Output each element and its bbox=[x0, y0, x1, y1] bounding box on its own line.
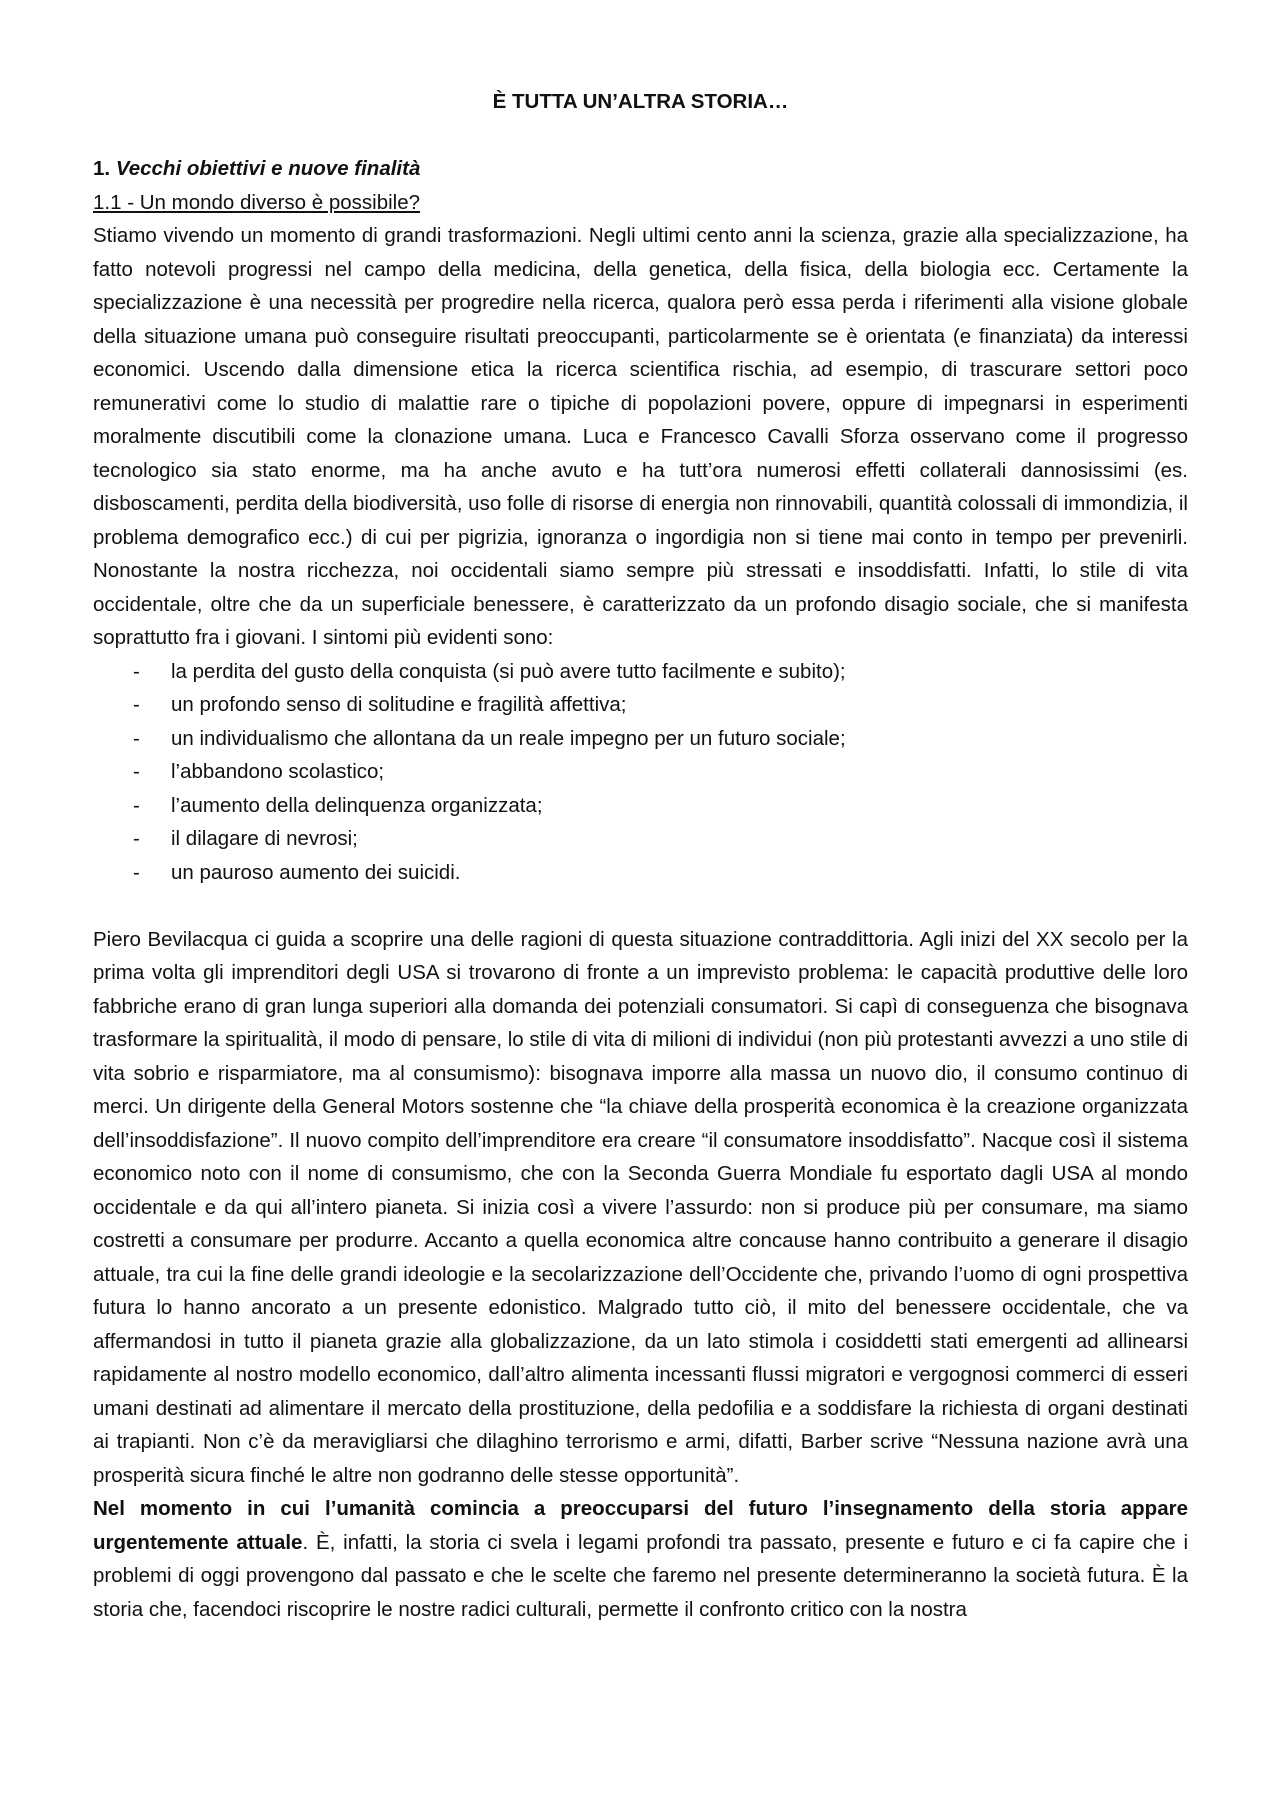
list-item: - un pauroso aumento dei suicidi. bbox=[133, 856, 1188, 890]
paragraph-2: Piero Bevilacqua ci guida a scoprire una delle ragioni di questa situazione contraddittoria. Agli inizi del XX secolo per la prima volta gli imprenditori degli USA si trovarono di fronte a un imprevisto problema: le capacità produttive delle loro fabbriche erano di gran lunga superiori alla domanda dei potenziali consumatori. Si capì di conseguenza che bisognava trasformare la spiritualità, il modo di pensare, lo stile di vita di milioni di individui (non più protestanti avvezzi a uno stile di vita sobrio e risparmiatore, ma al consumismo): bisognava imporre alla massa un nuovo dio, il consumo continuo di merci. Un dirigente della General Motors sostenne che “la chiave della prosperità economica è la creazione organizzata dell’insoddisfazione”. Il nuovo compito dell’imprenditore era creare “il consumatore insoddisfatto”. Nacque così il sistema economico noto con il nome di consumismo, che con la Seconda Guerra Mondiale fu esportato dagli USA al mondo occidentale e da qui all’intero pianeta. Si inizia così a vivere l’assurdo: non si produce più per consumare, ma siamo costretti a consumare per produrre. Accanto a quella economica altre concause hanno contribuito a generare il disagio attuale, tra cui la fine delle grandi ideologie e la secolarizzazione dell’Occidente che, privando l’uomo di ogni prospettiva futura lo hanno ancorato a un presente edonistico. Malgrado tutto ciò, il mito del benessere occidentale, che va affermandosi in tutto il pianeta grazie alla globalizzazione, da un lato stimola i cosiddetti stati emergenti ad allinearsi rapidamente al nostro modello economico, dall’altro alimenta incessanti flussi migratori e vergognosi commerci di esseri umani destinati ad alimentare il mercato della prostituzione, della pedofilia e a soddisfare la richiesta di organi destinati ai trapianti. Non c’è da meravigliarsi che dilaghino terrorismo e armi, difatti, Barber scrive “Nessuna nazione avrà una prosperità sicura finché le altre non godranno delle stesse opportunità”. bbox=[93, 927, 1188, 1487]
paragraph-3 bbox=[93, 1492, 1188, 1626]
paragraph-spacer bbox=[93, 889, 1188, 923]
list-bullet: - bbox=[133, 726, 140, 750]
section-number: 1. bbox=[93, 157, 111, 180]
list-bullet: - bbox=[133, 659, 140, 683]
section-title: Vecchi obiettivi e nuove finalità bbox=[115, 157, 421, 180]
paragraph-3-emphasis: Nel momento in cui l’umanità comincia a preoccuparsi del futuro l’insegnamento della storia appare urgentemente attuale bbox=[93, 1497, 1188, 1554]
list-item: - un profondo senso di solitudine e fragilità affettiva; bbox=[133, 688, 1188, 722]
paragraph-1: Stiamo vivendo un momento di grandi trasformazioni. Negli ultimi cento anni la scienza, grazie alla specializzazione, ha fatto notevoli progressi nel campo della medicina, della genetica, della fisica, della biologia ecc. Certamente la specializzazione è una necessità per progredire nella ricerca, qualora però essa perda i riferimenti alla visione globale della situazione umana può conseguire risultati preoccupanti, particolarmente se è orientata (e finanziata) da interessi economici. Uscendo dalla dimensione etica la ricerca scientifica rischia, ad esempio, di trascurare settori poco remunerativi come lo studio di malattie rare o tipiche di popolazioni povere, oppure di impegnarsi in esperimenti moralmente discutibili come la clonazione umana. Luca e Francesco Cavalli Sforza osservano come il progresso tecnologico sia stato enorme, ma ha anche avuto e ha tutt’ora numerosi effetti collaterali dannosissimi (es. disboscamenti, perdita della biodiversità, uso folle di risorse di energia non rinnovabili, quantità colossali di immondizia, il problema demografico ecc.) di cui per pigrizia, ignoranza o ingordigia non si tiene mai conto in tempo per prevenirli. Nonostante la nostra ricchezza, noi occidentali siamo sempre più stressati e insoddisfatti. Infatti, lo stile di vita occidentale, oltre che da un superficiale benessere, è caratterizzato da un profondo disagio sociale, che si manifesta soprattutto fra i giovani. I sintomi più evidenti sono: bbox=[93, 224, 1188, 649]
list-bullet: - bbox=[133, 860, 140, 884]
list-bullet: - bbox=[133, 827, 140, 850]
subsection-heading: 1.1 - Un mondo diverso è possibile? bbox=[93, 190, 421, 214]
list-item: - l’aumento della delinquenza organizzata; bbox=[133, 789, 1188, 823]
list-item: - un individualismo che allontana da un reale impegno per un futuro sociale; bbox=[133, 722, 1188, 756]
symptoms-list bbox=[93, 655, 1188, 890]
list-item: - l’abbandono scolastico; bbox=[133, 755, 1188, 789]
list-bullet: - bbox=[133, 793, 140, 817]
list-bullet: - bbox=[133, 760, 140, 783]
list-item: - la perdita del gusto della conquista (si può avere tutto facilmente e subito); bbox=[133, 655, 1188, 689]
section-heading bbox=[93, 152, 1188, 186]
list-bullet: - bbox=[133, 693, 140, 716]
document-title: È TUTTA UN’ALTRA STORIA… bbox=[492, 90, 789, 113]
list-item: - il dilagare di nevrosi; bbox=[133, 822, 1188, 856]
paragraph-3-text: . È, infatti, la storia ci svela i legami profondi tra passato, presente e futuro e ci fa capire che i problemi di oggi provengono dal passato e che le scelte che faremo nel presente determineranno la società futura. È la storia che, facendoci riscoprire le nostre radici culturali, permette il confronto critico con la nostra bbox=[93, 1530, 1189, 1621]
